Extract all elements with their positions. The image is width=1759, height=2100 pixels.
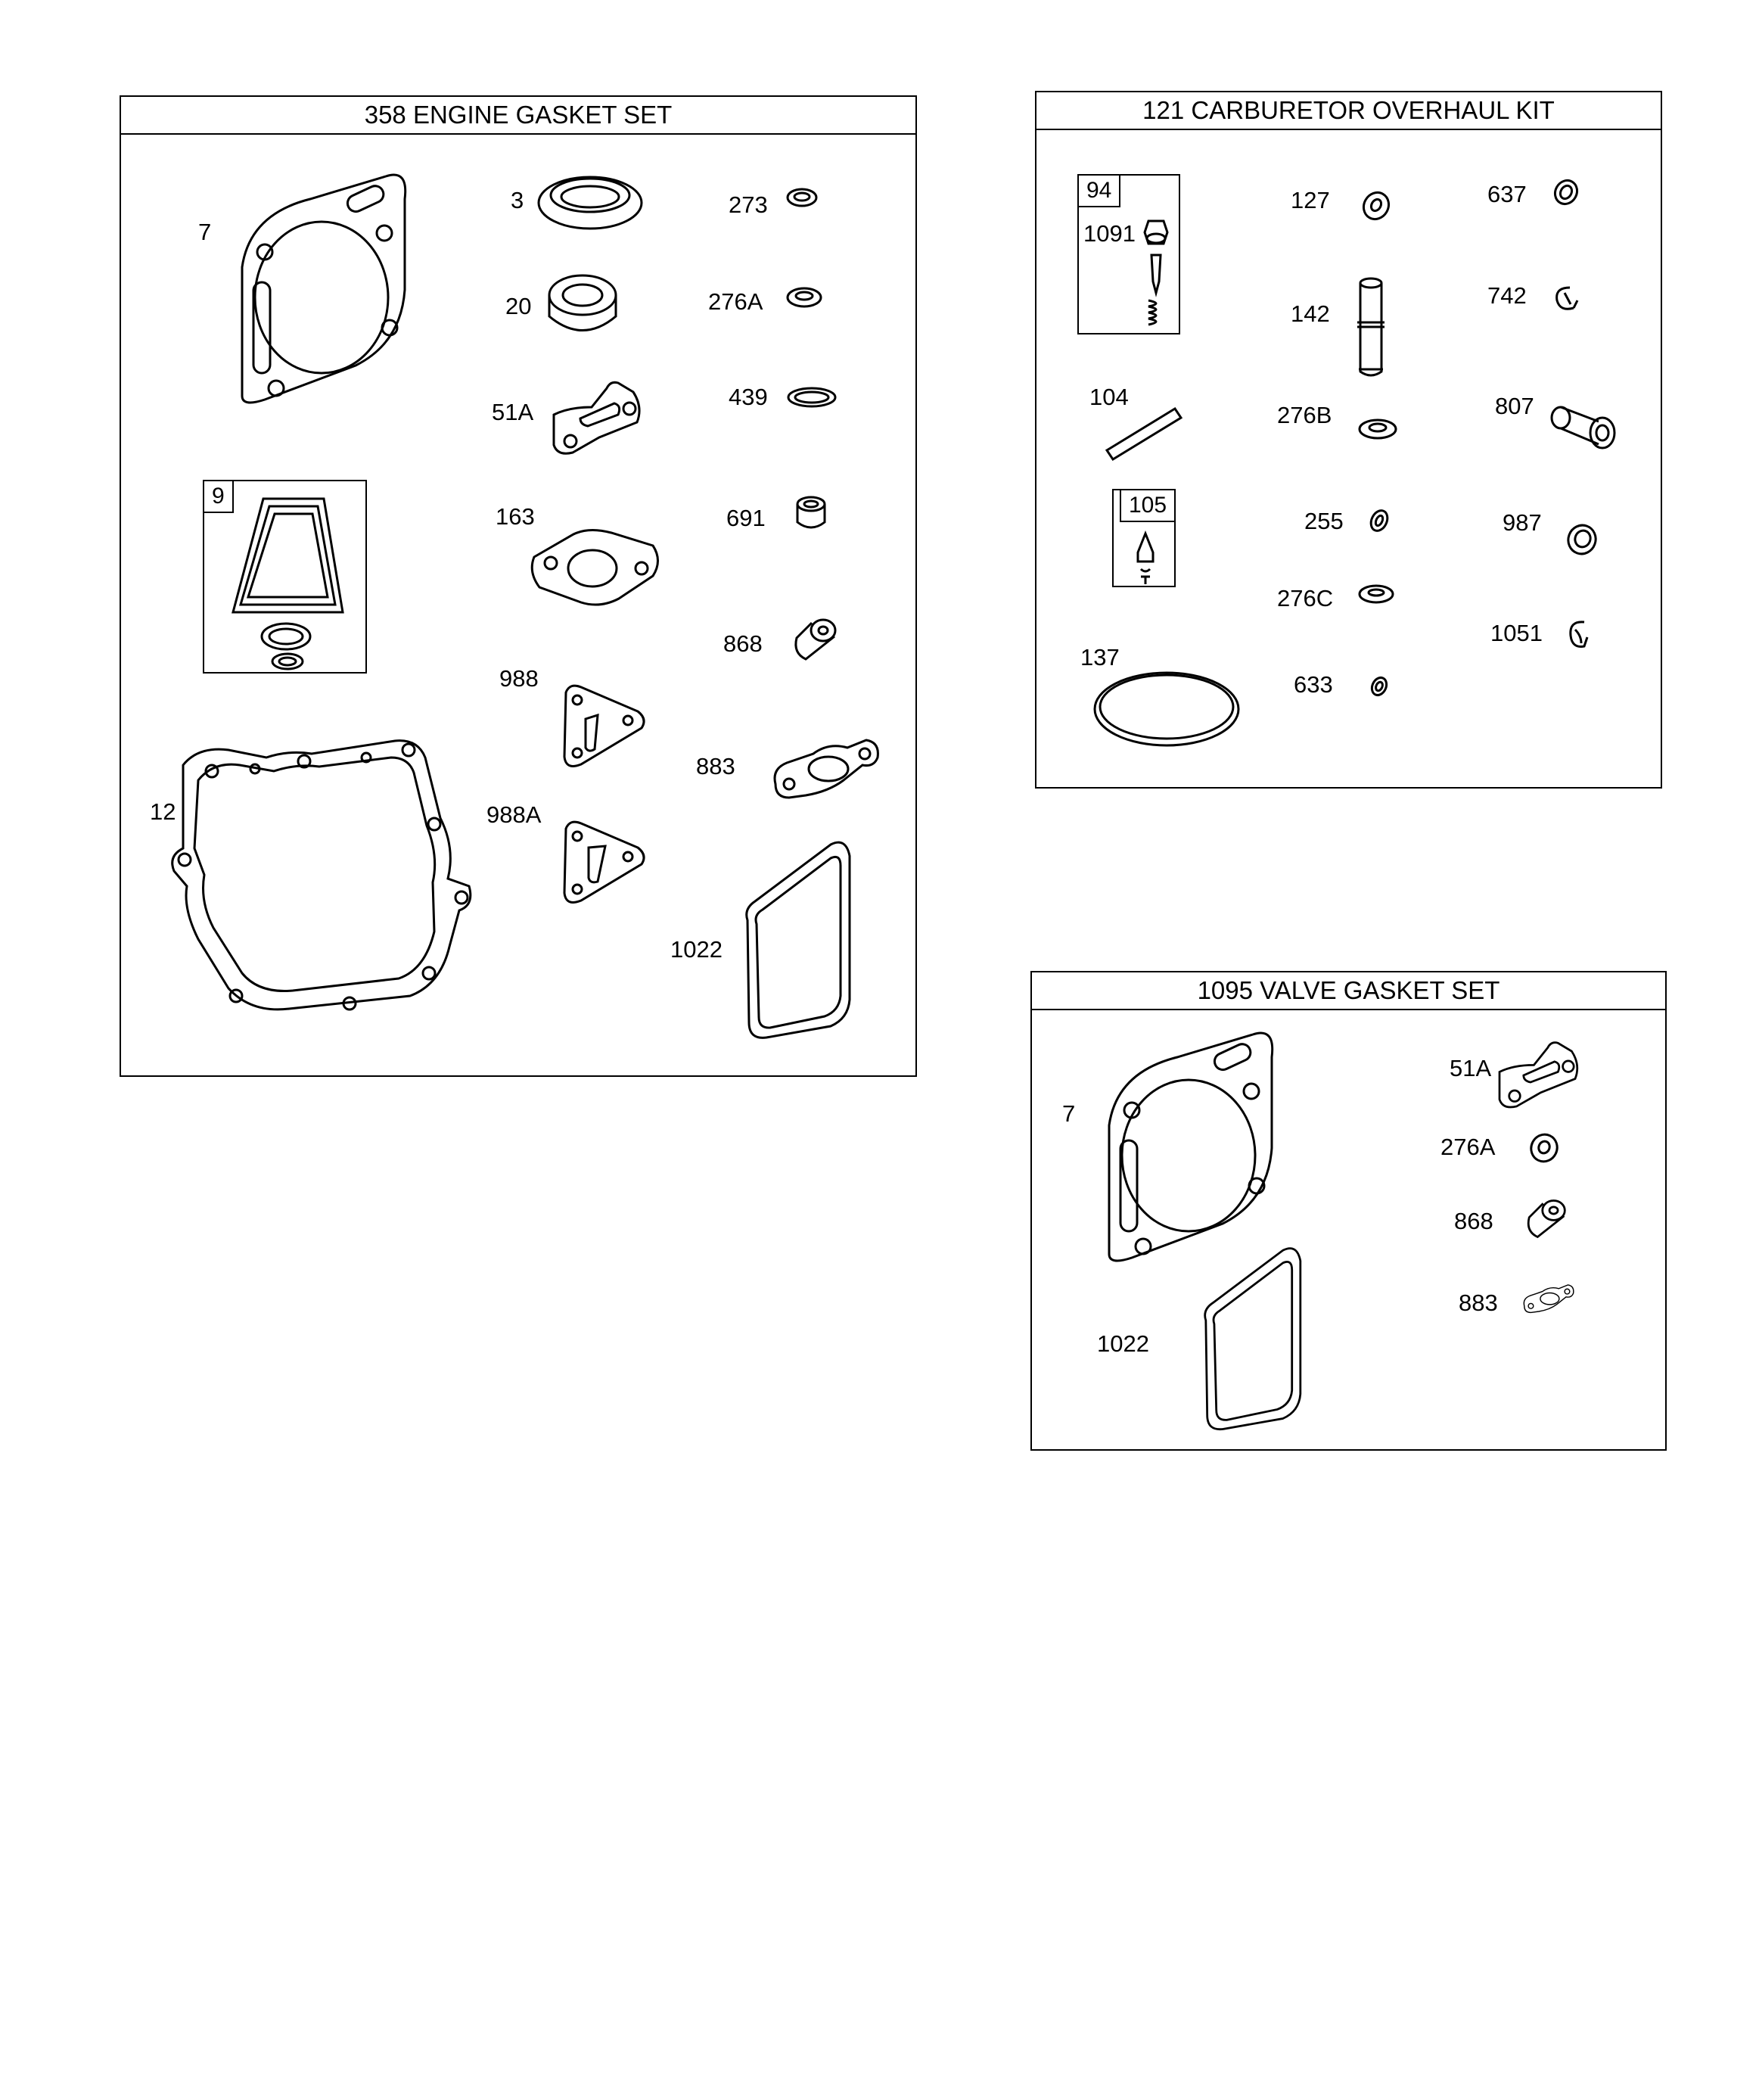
part-label-94: 94 (1079, 176, 1120, 207)
panel-title: 1095 VALVE GASKET SET (1032, 972, 1665, 1010)
part-label-987: 987 (1503, 509, 1542, 536)
grommet-icon (789, 615, 838, 664)
bearing-seal-icon (545, 272, 620, 341)
o-ring-icon (1368, 674, 1391, 699)
part-label-255: 255 (1304, 508, 1344, 534)
part-label-1051: 1051 (1490, 620, 1543, 646)
valve-gasket-set-panel (1030, 971, 1667, 1451)
o-ring-icon (1368, 507, 1391, 534)
washer-icon (785, 285, 823, 310)
valve-cover-gasket-kit-box (203, 480, 367, 674)
part-label-3: 3 (511, 187, 524, 213)
part-label-988: 988 (499, 665, 539, 692)
o-ring-icon (1551, 177, 1581, 207)
breather-gasket-icon (558, 681, 649, 772)
part-label-883: 883 (1459, 1290, 1498, 1316)
cylinder-head-gasket-icon (1086, 1027, 1283, 1269)
cylinder-head-gasket-icon (219, 169, 416, 411)
seal-ring-icon (1565, 522, 1599, 557)
needle-valve-kit-box (1077, 174, 1180, 334)
part-label-20: 20 (505, 293, 532, 319)
rocker-cover-gasket-icon (740, 837, 853, 1041)
needle-valve-icon (1141, 217, 1171, 331)
exhaust-gasket-icon (1521, 1278, 1575, 1318)
valve-seal-icon (794, 495, 828, 531)
part-label-691: 691 (726, 505, 766, 531)
washer-icon (785, 186, 819, 209)
part-label-988a: 988A (486, 801, 542, 828)
part-label-637: 637 (1487, 181, 1527, 207)
emulsion-tube-icon (1354, 277, 1388, 383)
part-label-51a: 51A (1450, 1055, 1492, 1081)
float-needle-icon (1132, 530, 1159, 586)
engine-gasket-set-panel (120, 95, 917, 1077)
part-label-127: 127 (1291, 187, 1330, 213)
carburetor-overhaul-kit-panel (1035, 91, 1662, 789)
part-label-1022: 1022 (1097, 1330, 1149, 1357)
part-label-276a: 276A (1440, 1134, 1496, 1160)
part-label-742: 742 (1487, 282, 1527, 309)
o-ring-icon (785, 384, 838, 410)
rocker-cover-gasket-icon (1191, 1243, 1312, 1433)
part-label-163: 163 (496, 503, 535, 530)
spacer-icon (1549, 403, 1618, 457)
panel-title: 121 CARBURETOR OVERHAUL KIT (1036, 92, 1661, 130)
panel-title: 358 ENGINE GASKET SET (121, 97, 915, 135)
clip-icon (1563, 614, 1593, 652)
part-label-137: 137 (1080, 644, 1120, 670)
washer-icon (1360, 189, 1392, 222)
part-label-7: 7 (198, 219, 212, 245)
float-needle-box (1112, 489, 1176, 587)
part-label-51a: 51A (492, 399, 534, 425)
part-label-276b: 276B (1277, 402, 1332, 428)
part-label-439: 439 (729, 384, 768, 410)
part-label-142: 142 (1291, 300, 1330, 327)
part-label-633: 633 (1294, 671, 1333, 698)
washer-icon (1357, 583, 1395, 605)
part-label-104: 104 (1089, 384, 1129, 410)
part-label-9: 9 (204, 481, 234, 513)
part-label-276c: 276C (1277, 585, 1334, 611)
part-label-273: 273 (729, 191, 768, 218)
part-label-868: 868 (1454, 1208, 1493, 1234)
part-label-883: 883 (696, 753, 735, 779)
intake-gasket-icon (546, 377, 645, 460)
part-label-12: 12 (150, 798, 176, 825)
part-label-868: 868 (723, 630, 763, 657)
breather-gasket-icon (558, 817, 649, 908)
part-label-276a: 276A (708, 288, 763, 315)
part-label-7: 7 (1062, 1100, 1076, 1127)
grommet-icon (1522, 1196, 1568, 1242)
pin-icon (1103, 401, 1186, 462)
clip-icon (1551, 282, 1581, 315)
part-label-1091: 1091 (1083, 220, 1136, 247)
washer-icon (1528, 1131, 1560, 1165)
part-label-807: 807 (1495, 393, 1534, 419)
exhaust-gasket-icon (768, 731, 881, 803)
washer-icon (1357, 416, 1398, 442)
intake-gasket-icon (1492, 1038, 1583, 1113)
carburetor-gasket-icon (528, 527, 664, 610)
crankcase-gasket-icon (168, 735, 474, 1013)
part-label-105: 105 (1120, 490, 1176, 522)
float-bowl-gasket-icon (1091, 667, 1242, 751)
part-label-1022: 1022 (670, 936, 723, 963)
oil-seal-icon (533, 173, 647, 233)
valve-cover-gasket-icon (225, 495, 354, 669)
